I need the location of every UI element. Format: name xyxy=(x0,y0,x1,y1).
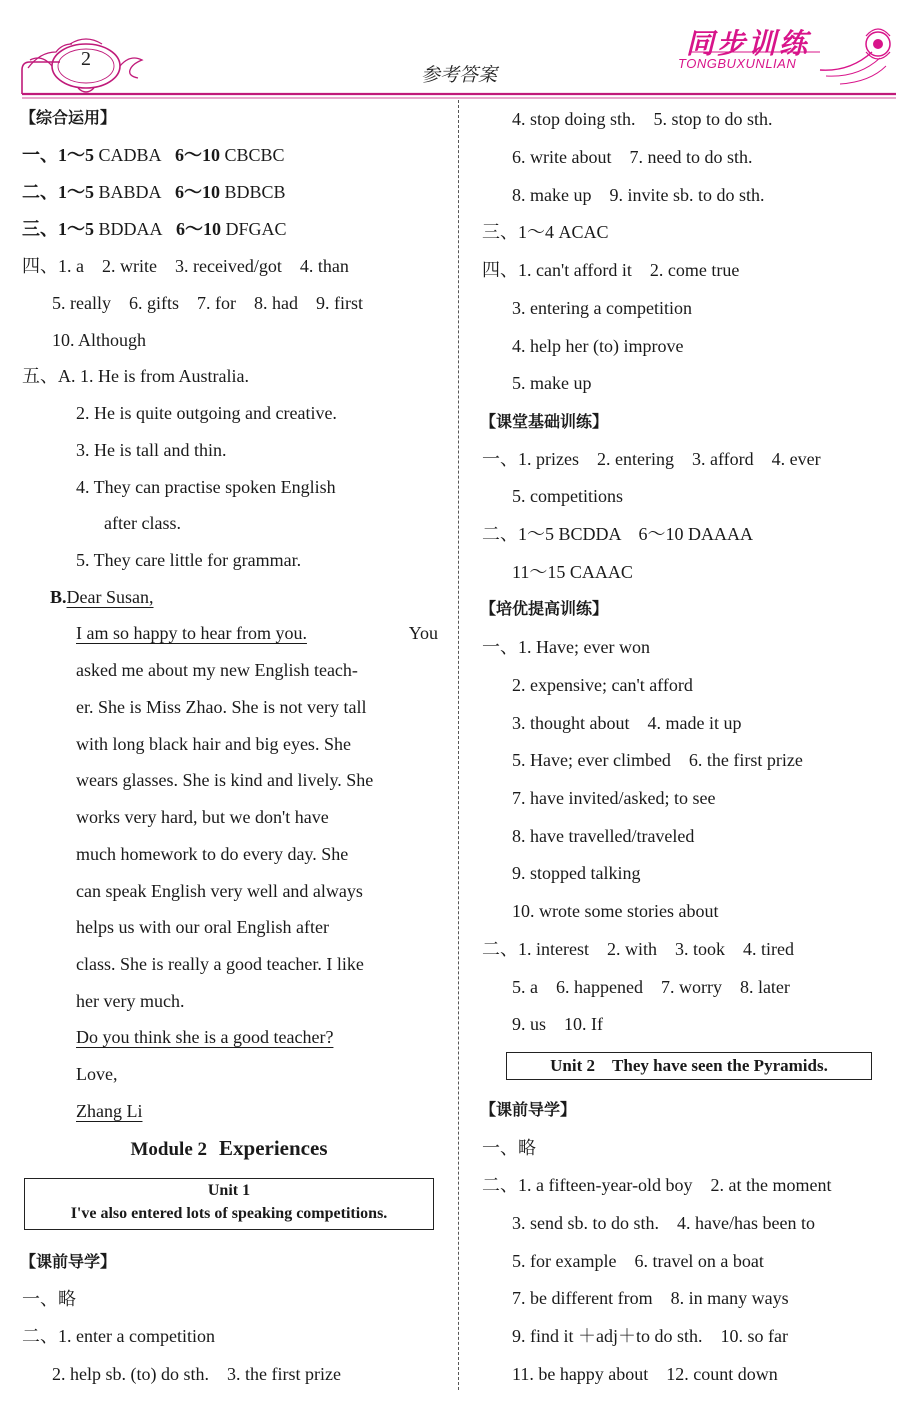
answer-line: 二、1. a fifteen-year-old boy 2. at the moment xyxy=(482,1175,832,1195)
answer-line: 4. They can practise spoken English xyxy=(76,477,336,497)
letter-line: works very hard, but we don't have xyxy=(76,807,329,827)
answer-line: 三、1～4 ACAC xyxy=(482,222,609,242)
answer-line: 10. Although xyxy=(52,330,147,350)
letter-line: her very much. xyxy=(76,991,185,1011)
answer-line: 二、1～5 BABDA 6～10 BDBCB xyxy=(22,182,286,202)
answer-line: 5. They care little for grammar. xyxy=(76,550,302,570)
letter-line: can speak English very well and always xyxy=(76,881,363,901)
page-header xyxy=(0,0,918,100)
answer-line: 5. really 6. gifts 7. for 8. had 9. first xyxy=(52,293,363,313)
answer-line: 3. thought about 4. made it up xyxy=(512,713,742,733)
answer-line: 5. a 6. happened 7. worry 8. later xyxy=(512,977,790,997)
answer-line: 一、1. Have; ever won xyxy=(482,637,650,657)
letter-line: Do you think she is a good teacher? xyxy=(76,1027,334,1047)
answer-line: 二、1～5 BCDDA 6～10 DAAAA xyxy=(482,524,754,544)
letter-line: with long black hair and big eyes. She xyxy=(76,734,351,754)
section-heading: 【课前导学】 xyxy=(480,1100,577,1119)
page-title: 参考答案 xyxy=(420,65,497,86)
answer-line: 2. He is quite outgoing and creative. xyxy=(76,403,337,423)
unit1-box: Unit 1 I've also entered lots of speaking competitions. xyxy=(24,1178,434,1230)
section-heading: 【课前导学】 xyxy=(20,1252,117,1271)
answer-line: 二、1. interest 2. with 3. took 4. tired xyxy=(482,939,794,959)
answer-line: 4. stop doing sth. 5. stop to do sth. xyxy=(512,109,773,129)
answer-line: 4. help her (to) improve xyxy=(512,336,684,356)
answer-line: 2. expensive; can't afford xyxy=(512,675,693,695)
letter-line: wears glasses. She is kind and lively. She xyxy=(76,770,374,790)
answer-line: 三、1～5 BDDAA 6～10 DFGAC xyxy=(22,219,287,239)
answer-line: 11～15 CAAAC xyxy=(512,562,633,582)
letter-line: helps us with our oral English after xyxy=(76,917,329,937)
letter-salutation: B.Dear Susan, xyxy=(50,587,154,607)
answer-line: 10. wrote some stories about xyxy=(512,901,719,921)
answer-line: 11. be happy about 12. count down xyxy=(512,1364,778,1384)
answer-line: 7. be different from 8. in many ways xyxy=(512,1288,789,1308)
letter-line: I am so happy to hear from you. You xyxy=(76,623,438,643)
answer-line: 5. make up xyxy=(512,373,592,393)
page-number: 2 xyxy=(81,48,91,70)
answer-line: 一、1. prizes 2. entering 3. afford 4. ever xyxy=(482,449,821,469)
letter-signature: Zhang Li xyxy=(76,1101,143,1121)
answer-line: 3. entering a competition xyxy=(512,298,692,318)
module-title: Module 2 Experiences xyxy=(130,1136,328,1160)
answer-line: 6. write about 7. need to do sth. xyxy=(512,147,753,167)
column-divider xyxy=(458,100,459,1390)
section-heading: 【综合运用】 xyxy=(20,108,117,127)
answer-line: 五、A. 1. He is from Australia. xyxy=(22,366,249,386)
letter-line: much homework to do every day. She xyxy=(76,844,349,864)
answer-line: 3. send sb. to do sth. 4. have/has been to xyxy=(512,1213,815,1233)
answer-line: 5. for example 6. travel on a boat xyxy=(512,1251,764,1271)
answer-line: 2. help sb. (to) do sth. 3. the first prize xyxy=(52,1364,341,1384)
answer-line: 一、略 xyxy=(482,1138,536,1158)
answer-line: 8. have travelled/traveled xyxy=(512,826,695,846)
answer-line: 5. competitions xyxy=(512,486,623,506)
section-heading: 【培优提高训练】 xyxy=(480,599,609,618)
answer-line: after class. xyxy=(104,513,181,533)
answer-line: 9. stopped talking xyxy=(512,863,641,883)
unit2-box: Unit 2 They have seen the Pyramids. xyxy=(506,1052,872,1080)
answer-line: 二、1. enter a competition xyxy=(22,1326,215,1346)
brand-subtitle: TONGBUXUNLIAN xyxy=(678,56,797,71)
answer-line: 一、1～5 CADBA 6～10 CBCBC xyxy=(22,145,285,165)
letter-line: class. She is really a good teacher. I like xyxy=(76,954,364,974)
section-heading: 【课堂基础训练】 xyxy=(480,412,609,431)
letter-line: asked me about my new English teach- xyxy=(76,660,358,680)
brand-title: 同步训练 xyxy=(686,29,811,60)
answer-line: 3. He is tall and thin. xyxy=(76,440,227,460)
answer-line: 5. Have; ever climbed 6. the first prize xyxy=(512,750,803,770)
answer-line: 一、略 xyxy=(22,1289,76,1309)
answer-line: 7. have invited/asked; to see xyxy=(512,788,716,808)
answer-line: 9. find it ＋adj＋to do sth. 10. so far xyxy=(512,1326,788,1346)
answer-line: 四、1. can't afford it 2. come true xyxy=(482,260,740,280)
answer-line: 8. make up 9. invite sb. to do sth. xyxy=(512,185,765,205)
letter-closing: Love, xyxy=(76,1064,118,1084)
answer-line: 9. us 10. If xyxy=(512,1014,603,1034)
answer-line: 四、1. a 2. write 3. received/got 4. than xyxy=(22,256,349,276)
letter-line: er. She is Miss Zhao. She is not very tall xyxy=(76,697,367,717)
